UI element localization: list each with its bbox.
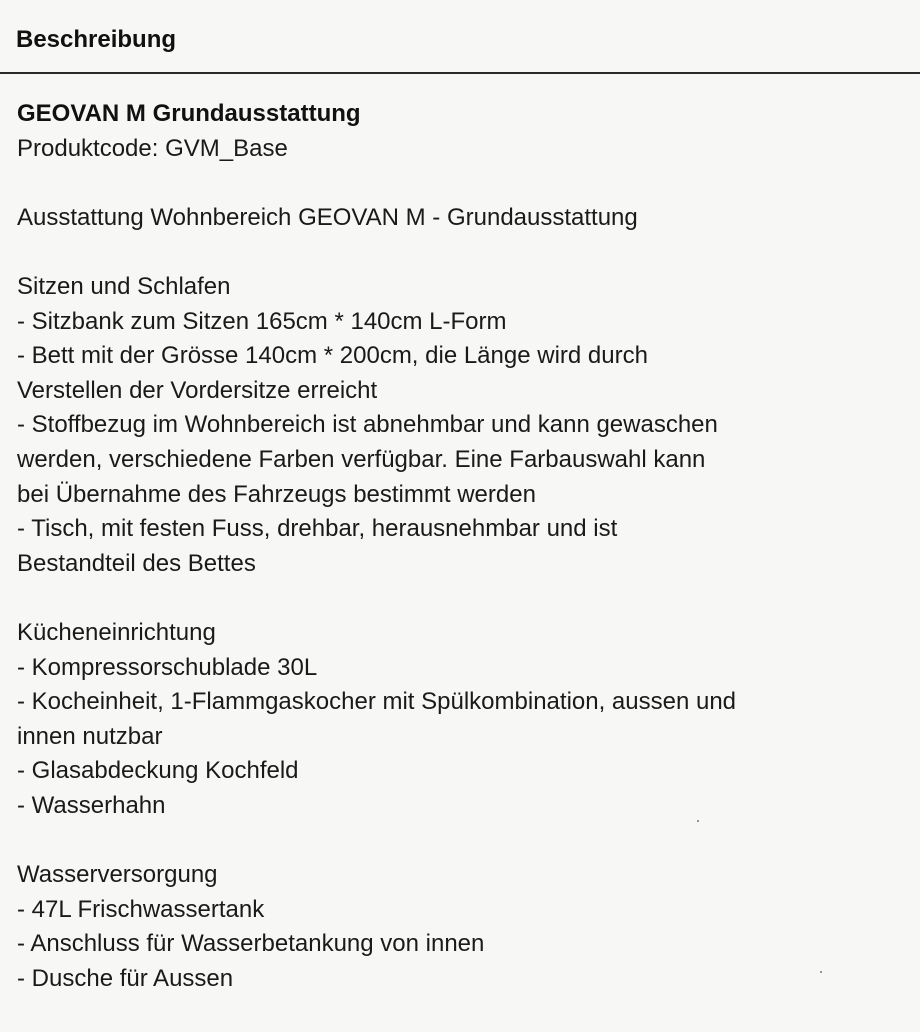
section-heading: Kücheneinrichtung	[17, 618, 216, 646]
text-line: werden, verschiedene Farben verfügbar. Eine Farbauswahl kann	[17, 445, 706, 473]
text-line: - Tisch, mit festen Fuss, drehbar, herausnehmbar und ist	[17, 515, 618, 543]
product-title: GEOVAN M Grundausstattung	[17, 100, 361, 127]
text-line: - Anschluss für Wasserbetankung von innen	[17, 930, 485, 958]
section-heading: Wasserversorgung	[17, 861, 218, 889]
text-line: Verstellen der Vordersitze erreicht	[17, 376, 378, 404]
text-line: Bestandteil des Bettes	[17, 549, 256, 577]
section-water	[17, 858, 912, 996]
text-line: - 47L Frischwassertank	[17, 895, 265, 923]
scan-speck	[697, 820, 699, 822]
text-line: - Sitzbank zum Sitzen 165cm * 140cm L-Form	[17, 307, 507, 335]
spacer	[17, 823, 912, 858]
spacer	[17, 581, 912, 616]
description-body	[17, 97, 912, 996]
text-line: - Stoffbezug im Wohnbereich ist abnehmbar und kann gewaschen	[17, 411, 718, 439]
text-line: innen nutzbar	[17, 722, 163, 750]
section-heading: Sitzen und Schlafen	[17, 272, 231, 300]
section-seating	[17, 270, 912, 581]
text-line: - Glasabdeckung Kochfeld	[17, 757, 299, 785]
scan-speck	[820, 971, 822, 973]
spacer	[17, 166, 912, 201]
header-divider	[0, 72, 920, 74]
text-line: - Kompressorschublade 30L	[17, 653, 318, 681]
text-line: - Wasserhahn	[17, 791, 166, 819]
section-kitchen	[17, 616, 912, 824]
section-header: Beschreibung	[16, 26, 177, 53]
spacer	[17, 235, 912, 270]
text-line: - Dusche für Aussen	[17, 964, 234, 992]
text-line: - Kocheinheit, 1-Flammgaskocher mit Spülkombination, aussen und	[17, 688, 737, 716]
text-line: - Bett mit der Grösse 140cm * 200cm, die Länge wird durch	[17, 342, 648, 370]
text-line: bei Übernahme des Fahrzeugs bestimmt werden	[17, 480, 536, 508]
intro-line: Ausstattung Wohnbereich GEOVAN M - Grundausstattung	[17, 203, 638, 231]
product-code: Produktcode: GVM_Base	[17, 134, 288, 162]
